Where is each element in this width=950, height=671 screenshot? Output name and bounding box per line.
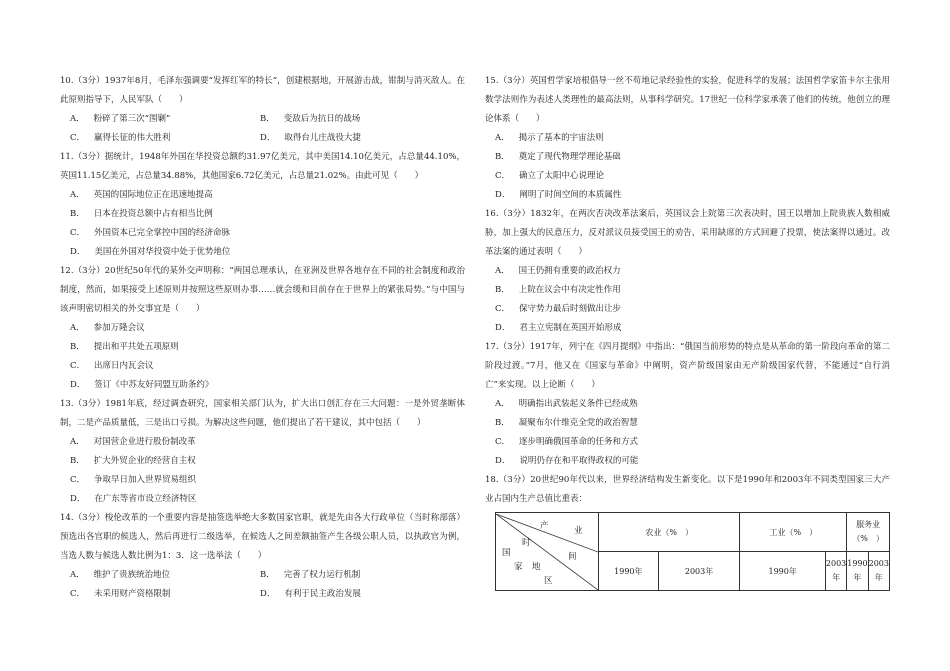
question-block xyxy=(60,262,465,395)
answer-option xyxy=(485,129,890,148)
answer-option xyxy=(60,338,465,357)
option-text: 争取早日加入世界贸易组织 xyxy=(94,475,197,485)
answer-option xyxy=(260,110,450,129)
option-text: 取得台儿庄战役大捷 xyxy=(284,133,361,143)
industry-share-table xyxy=(495,512,890,591)
option-letter: C． xyxy=(495,437,511,447)
option-letter: C． xyxy=(70,589,86,599)
option-text: 逐步明确俄国革命的任务和方式 xyxy=(519,437,639,447)
option-letter: D． xyxy=(70,494,86,504)
question-stem: 13.（3分）1981年底，经过调查研究，国家相关部门认为，扩大出口创汇存在三大问题：一是外贸垄断体制，二是产品质量低，三是出口亏损。为解决这些问题，他们提出了若干建议，其中包括（ ） xyxy=(60,399,465,428)
answer-option xyxy=(485,148,890,167)
answer-option xyxy=(70,110,260,129)
option-letter: C． xyxy=(70,361,86,371)
option-text: 扩大外贸企业的经营自主权 xyxy=(93,456,196,466)
diag-label-jian: 间 xyxy=(568,551,577,562)
option-text: 有利于民主政治发展 xyxy=(284,589,361,599)
option-letter: B． xyxy=(495,285,510,295)
option-text: 君主立宪制在英国开始形成 xyxy=(519,323,622,333)
option-letter: A． xyxy=(70,437,85,447)
answer-option xyxy=(60,452,465,471)
option-letter: B． xyxy=(495,418,510,428)
answer-option xyxy=(485,433,890,452)
diag-label-chan: 产 xyxy=(540,520,549,531)
option-text: 明确指出武装起义条件已经成熟 xyxy=(518,399,638,409)
answer-option xyxy=(485,414,890,433)
question-block xyxy=(60,395,465,509)
option-letter: A． xyxy=(70,190,85,200)
question-stem: 16.（3分）1832年，在两次否决改革法案后，英国议会上院第三次表决时，国王以增加上院贵族人数相威胁，加上强大的民意压力，反对派议员接受国王的劝告，采用缺席的方式回避了投票，使法案得以通过。改革法案的通过表明（ ） xyxy=(485,209,890,257)
option-text: 揭示了基本的宇宙法则 xyxy=(518,133,604,143)
answer-option xyxy=(60,205,465,224)
header-industry: 工业（% ） xyxy=(740,513,847,552)
option-text: 英国的国际地位正在迅速地提高 xyxy=(93,190,213,200)
diag-label-shi: 时 xyxy=(522,537,531,548)
option-letter: D． xyxy=(260,133,276,143)
option-row xyxy=(60,129,465,148)
option-row xyxy=(60,110,465,129)
option-text: 阐明了时间空间的本质属性 xyxy=(519,190,622,200)
question-18 xyxy=(485,471,890,591)
answer-option xyxy=(485,281,890,300)
answer-option xyxy=(60,376,465,395)
option-letter: C． xyxy=(495,171,511,181)
option-letter: B． xyxy=(260,114,275,124)
answer-option xyxy=(60,357,465,376)
question-stem: 14.（3分）梭伦改革的一个重要内容是抽签选举绝大多数国家官职，就是先由各大行政单位（当时称部落）预选出各官职的候选人，然后再进行二级选举，在候选人之间差额抽签产生各级公职人员，以执政官为例，当选人数与候选人数比例为1：3．这一选举法（ ） xyxy=(60,513,465,561)
question-block xyxy=(60,72,465,148)
answer-option xyxy=(60,243,465,262)
answer-option xyxy=(260,129,450,148)
question-block xyxy=(485,72,890,205)
option-letter: C． xyxy=(495,304,511,314)
option-letter: B． xyxy=(260,570,275,580)
answer-option xyxy=(260,566,450,585)
answer-option xyxy=(70,585,260,604)
option-text: 赢得长征的伟大胜利 xyxy=(94,133,171,143)
option-row xyxy=(60,585,465,604)
answer-option xyxy=(260,585,450,604)
option-letter: B． xyxy=(70,456,85,466)
option-text: 未采用财产资格限制 xyxy=(94,589,171,599)
option-text: 国王仍拥有重要的政治权力 xyxy=(518,266,621,276)
table-diagonal-header xyxy=(496,513,599,591)
question-18-stem: 18.（3分）20世纪90年代以来，世界经济结构发生新变化。以下是1990年和2003年不同类型国家三大产业占国内生产总值比重表： xyxy=(485,475,890,504)
question-block xyxy=(485,205,890,338)
answer-option xyxy=(60,433,465,452)
option-letter: B． xyxy=(495,152,510,162)
option-text: 日本在投资总额中占有相当比例 xyxy=(93,209,213,219)
question-stem: 12.（3分）20世纪50年代的某外交声明称：“两国总理承认，在亚洲及世界各地存在不同的社会制度和政治制度，然而，如果接受上述原则并按照这些原则办事……就会缓和目前存在于世界上的紧张局势。”与中国与该声明密切相关的外交事宜是（ ） xyxy=(60,266,465,314)
header-agriculture: 农业（% ） xyxy=(599,513,740,552)
option-letter: D． xyxy=(495,190,511,200)
option-letter: A． xyxy=(495,399,510,409)
question-block xyxy=(60,509,465,604)
option-text: 完善了权力运行机制 xyxy=(283,570,361,580)
option-text: 签订《中苏友好同盟互助条约》 xyxy=(94,380,214,390)
option-letter: D． xyxy=(495,323,511,333)
year-agri-1990: 1990年 xyxy=(599,552,659,591)
answer-option xyxy=(485,300,890,319)
option-text: 上院在议会中有决定性作用 xyxy=(518,285,621,295)
option-letter: D． xyxy=(260,589,276,599)
right-column xyxy=(485,72,890,591)
option-text: 说明仍存在和平取得政权的可能 xyxy=(519,456,639,466)
option-text: 变敌后为抗日的战场 xyxy=(283,114,361,124)
answer-option xyxy=(60,319,465,338)
option-letter: A． xyxy=(70,114,85,124)
diag-label-ye: 业 xyxy=(574,525,583,536)
answer-option xyxy=(70,129,260,148)
option-text: 确立了太阳中心说理论 xyxy=(519,171,605,181)
diag-label-di: 地 xyxy=(532,561,541,572)
answer-option xyxy=(60,490,465,509)
question-stem: 10.（3分）1937年8月，毛泽东强调要“发挥红军的特长”，创建根据地，开展游击战，钳制与消灭敌人。在此原则指导下，人民军队（ ） xyxy=(60,76,465,105)
left-column xyxy=(60,72,465,604)
option-letter: D． xyxy=(70,247,86,257)
diag-label-qu: 区 xyxy=(544,575,553,586)
option-text: 在广东等省市设立经济特区 xyxy=(94,494,197,504)
option-letter: B． xyxy=(70,342,85,352)
option-letter: A． xyxy=(495,266,510,276)
option-text: 美国在外国对华投资中处于优势地位 xyxy=(94,247,231,257)
option-text: 粉碎了第三次“围剿” xyxy=(93,114,171,124)
answer-option xyxy=(60,471,465,490)
answer-option xyxy=(485,167,890,186)
option-text: 保守势力最后时刻做出让步 xyxy=(519,304,622,314)
answer-option xyxy=(485,452,890,471)
year-agri-2003: 2003年 xyxy=(658,552,740,591)
option-letter: C． xyxy=(70,133,86,143)
year-ind-2003: 2003年 xyxy=(825,552,846,591)
option-text: 奠定了现代物理学理论基础 xyxy=(518,152,621,162)
answer-option xyxy=(485,319,890,338)
question-block xyxy=(485,338,890,471)
question-stem: 11.（3分）据统计，1948年外国在华投资总额约31.97亿美元，其中美国14.10亿美元，占总量44.10%，英国11.15亿美元，占总量34.88%，其他国家6.72亿美元，占总量21.02%。由此可见（ ） xyxy=(60,152,465,181)
option-text: 外国资本已完全掌控中国的经济命脉 xyxy=(94,228,231,238)
option-letter: B． xyxy=(70,209,85,219)
option-text: 凝聚布尔什维克全党的政治智慧 xyxy=(518,418,638,428)
answer-option xyxy=(485,262,890,281)
option-letter: D． xyxy=(495,456,511,466)
header-service: 服务业（% ） xyxy=(847,513,890,552)
diag-label-jia: 家 xyxy=(514,561,523,572)
option-text: 提出和平共处五项原则 xyxy=(93,342,179,352)
right-questions xyxy=(485,72,890,471)
answer-option xyxy=(60,224,465,243)
answer-option xyxy=(485,395,890,414)
question-stem: 15.（3分）英国哲学家培根倡导一丝不苟地记录经验性的实验，促进科学的发展；法国哲学家笛卡尔主张用数学法则作为表述人类理性的最高法则，从事科学研究。17世纪一位科学家承袭了他们的传统，他创立的理论体系（ ） xyxy=(485,76,890,124)
year-svc-1990: 1990年 xyxy=(847,552,868,591)
option-letter: C． xyxy=(70,475,86,485)
option-text: 出席日内瓦会议 xyxy=(94,361,154,371)
option-letter: A． xyxy=(70,323,85,333)
question-stem: 17.（3分）1917年，列宁在《四月提纲》中指出：“俄国当前形势的特点是从革命的第一阶段向革命的第二阶段过渡。”7月，他又在《国家与革命》中阐明，资产阶级国家由无产阶级国家代替，不能通过“自行消亡”来实现。以上论断（ ） xyxy=(485,342,890,390)
option-letter: D． xyxy=(70,380,86,390)
answer-option xyxy=(485,186,890,205)
option-letter: A． xyxy=(495,133,510,143)
option-letter: C． xyxy=(70,228,86,238)
option-row xyxy=(60,566,465,585)
option-text: 参加万隆会议 xyxy=(93,323,145,333)
year-svc-2003: 2003年 xyxy=(868,552,889,591)
answer-option xyxy=(70,566,260,585)
diag-label-guo: 国 xyxy=(502,547,511,558)
answer-option xyxy=(60,186,465,205)
option-text: 对国营企业进行股份制改革 xyxy=(93,437,196,447)
option-letter: A． xyxy=(70,570,85,580)
option-text: 维护了贵族统治地位 xyxy=(93,570,171,580)
question-block xyxy=(60,148,465,262)
year-ind-1990: 1990年 xyxy=(740,552,825,591)
